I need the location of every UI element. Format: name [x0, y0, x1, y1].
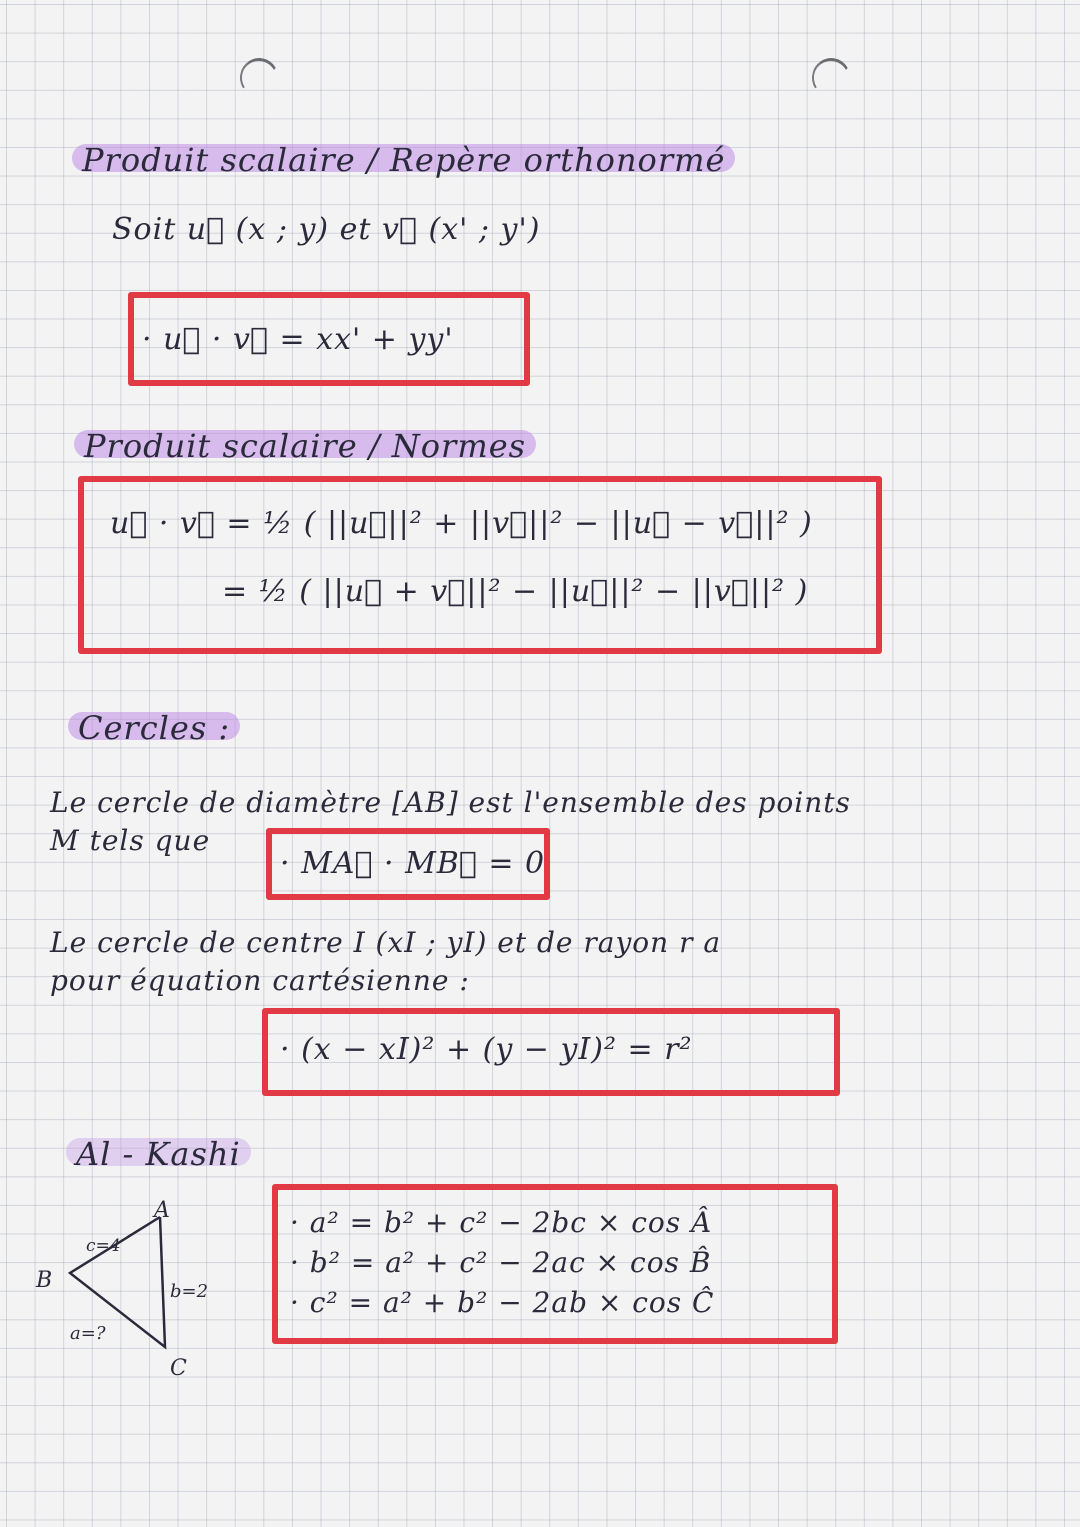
side-c-label: c=4	[86, 1236, 121, 1256]
section1-formula: · u⃗ · v⃗ = xx' + yy'	[142, 322, 454, 357]
side-b-label: b=2	[170, 1281, 209, 1302]
section2-line1: u⃗ · v⃗ = ½ ( ||u⃗||² + ||v⃗||² − ||u⃗ − v⃗||² )	[110, 506, 813, 541]
section4-title: Al - Kashi	[66, 1134, 251, 1174]
vertex-a-label: A	[154, 1198, 170, 1223]
section3-text1-line1: Le cercle de diamètre [AB] est l'ensemble des points	[50, 786, 851, 819]
section3-formula2: · (x − xI)² + (y − yI)² = r²	[280, 1032, 693, 1067]
section2-formula-box	[78, 476, 882, 654]
section3-text2-line1: Le cercle de centre I (xI ; yI) et de rayon r a	[50, 926, 722, 959]
binder-hole-right	[808, 54, 853, 100]
section1-intro: Soit u⃗ (x ; y) et v⃗ (x' ; y')	[112, 212, 541, 247]
alkashi-formula-a: · a² = b² + c² − 2bc × cos Â	[290, 1206, 713, 1239]
vertex-b-label: B	[36, 1268, 53, 1293]
side-a-label: a=?	[70, 1323, 106, 1344]
triangle-diagram	[30, 1195, 270, 1395]
section2-line2: = ½ ( ||u⃗ + v⃗||² − ||u⃗||² − ||v⃗||² )	[222, 574, 809, 609]
section1-title: Produit scalaire / Repère orthonormé	[72, 140, 735, 180]
binder-hole-left	[236, 54, 281, 100]
vertex-c-label: C	[170, 1356, 187, 1381]
alkashi-formula-b: · b² = a² + c² − 2ac × cos B̂	[290, 1246, 712, 1279]
section3-text1-line2: M tels que	[50, 824, 211, 857]
section3-text2-line2: pour équation cartésienne :	[50, 964, 470, 997]
section3-title: Cercles :	[68, 708, 240, 748]
alkashi-formula-c: · c² = a² + b² − 2ab × cos Ĉ	[290, 1286, 715, 1319]
section2-title: Produit scalaire / Normes	[74, 426, 536, 466]
section3-formula1: · MA⃗ · MB⃗ = 0	[280, 846, 546, 881]
